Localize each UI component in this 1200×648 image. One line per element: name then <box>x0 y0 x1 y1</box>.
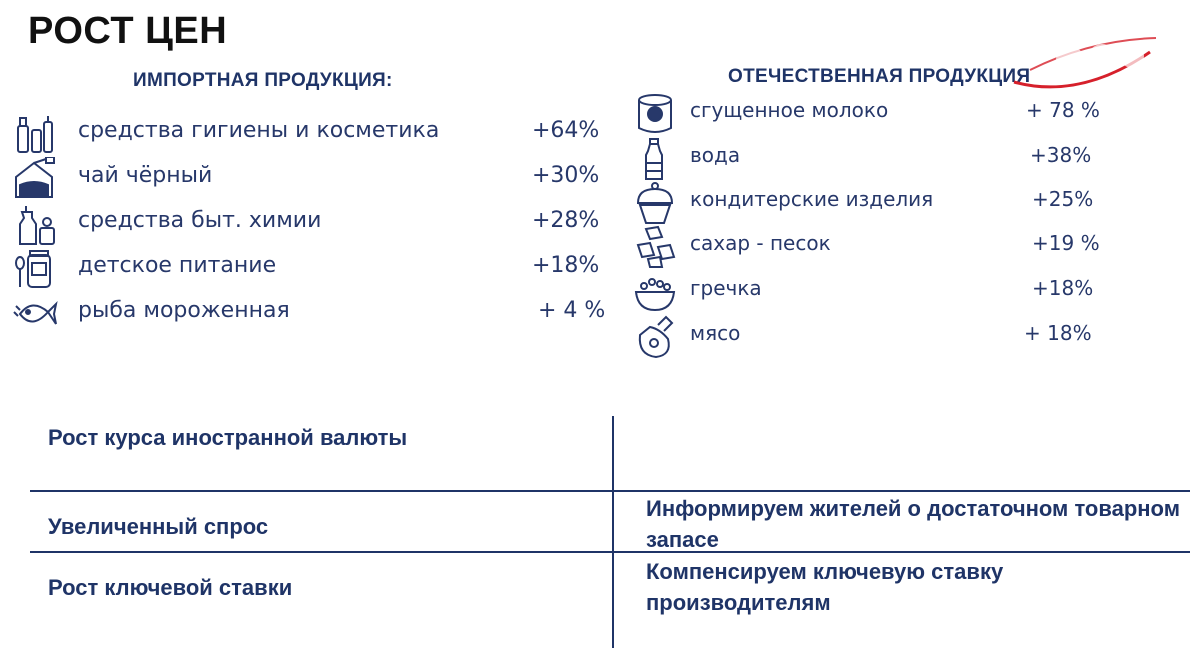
item-label: чай чёрный <box>78 163 213 188</box>
item-value: +28% <box>532 208 600 233</box>
item-label: сахар - песок <box>690 231 831 255</box>
item-value: +25% <box>1032 187 1094 211</box>
item-value: + 78 % <box>1026 98 1100 122</box>
list-item <box>632 315 1112 355</box>
cause-demand: Увеличенный спрос <box>48 514 269 539</box>
item-label: вода <box>690 143 741 167</box>
item-label: детское питание <box>78 253 277 278</box>
item-label: кондитерские изделия <box>690 187 934 211</box>
buckwheat-bowl-icon <box>632 270 678 314</box>
cupcake-icon <box>632 181 678 225</box>
item-value: +18% <box>532 253 600 278</box>
item-label: гречка <box>690 276 762 300</box>
domestic-heading: ОТЕЧЕСТВЕННАЯ ПРОДУКЦИЯ <box>728 66 1031 87</box>
sugar-cubes-icon <box>632 225 678 269</box>
item-label: мясо <box>690 321 741 345</box>
tea-icon <box>12 157 58 201</box>
item-value: +64% <box>532 118 600 143</box>
item-value: +18% <box>1032 276 1094 300</box>
page-title: РОСТ ЦЕН <box>28 10 228 52</box>
hygiene-cosmetics-icon <box>12 112 58 156</box>
cause-key-rate: Рост ключевой ставки <box>48 575 293 600</box>
list-item <box>632 181 1112 221</box>
item-label: средства гигиены и косметика <box>78 118 440 143</box>
household-chemicals-icon <box>12 202 58 246</box>
item-label: средства быт. химии <box>78 208 322 233</box>
fish-icon <box>12 292 58 336</box>
item-value: + 4 % <box>538 298 606 323</box>
measure-inform: Информируем жителей о достаточном товарном запасе <box>646 496 1180 552</box>
item-value: + 18% <box>1024 321 1092 345</box>
list-item <box>12 292 612 332</box>
meat-icon <box>632 315 678 359</box>
item-label: сгущенное молоко <box>690 98 889 122</box>
channel-logo <box>1010 30 1160 100</box>
item-label: рыба мороженная <box>78 298 290 323</box>
list-item <box>632 137 1112 177</box>
water-bottle-icon <box>632 137 678 181</box>
list-item <box>632 225 1112 265</box>
item-value: +38% <box>1030 143 1092 167</box>
list-item <box>12 157 612 197</box>
table-divider-vertical <box>612 416 614 648</box>
list-item <box>12 247 612 287</box>
cause-currency: Рост курса иностранной валюты <box>48 425 408 450</box>
condensed-milk-can-icon <box>632 92 678 136</box>
table-divider-horizontal <box>30 490 1190 492</box>
list-item <box>632 270 1112 310</box>
item-value: +30% <box>532 163 600 188</box>
imported-heading: ИМПОРТНАЯ ПРОДУКЦИЯ: <box>133 70 393 91</box>
item-value: +19 % <box>1032 231 1100 255</box>
measure-compensate: Компенсируем ключевую ставку производителям <box>646 559 1004 615</box>
list-item <box>12 112 612 152</box>
list-item <box>12 202 612 242</box>
baby-food-icon <box>12 247 58 291</box>
